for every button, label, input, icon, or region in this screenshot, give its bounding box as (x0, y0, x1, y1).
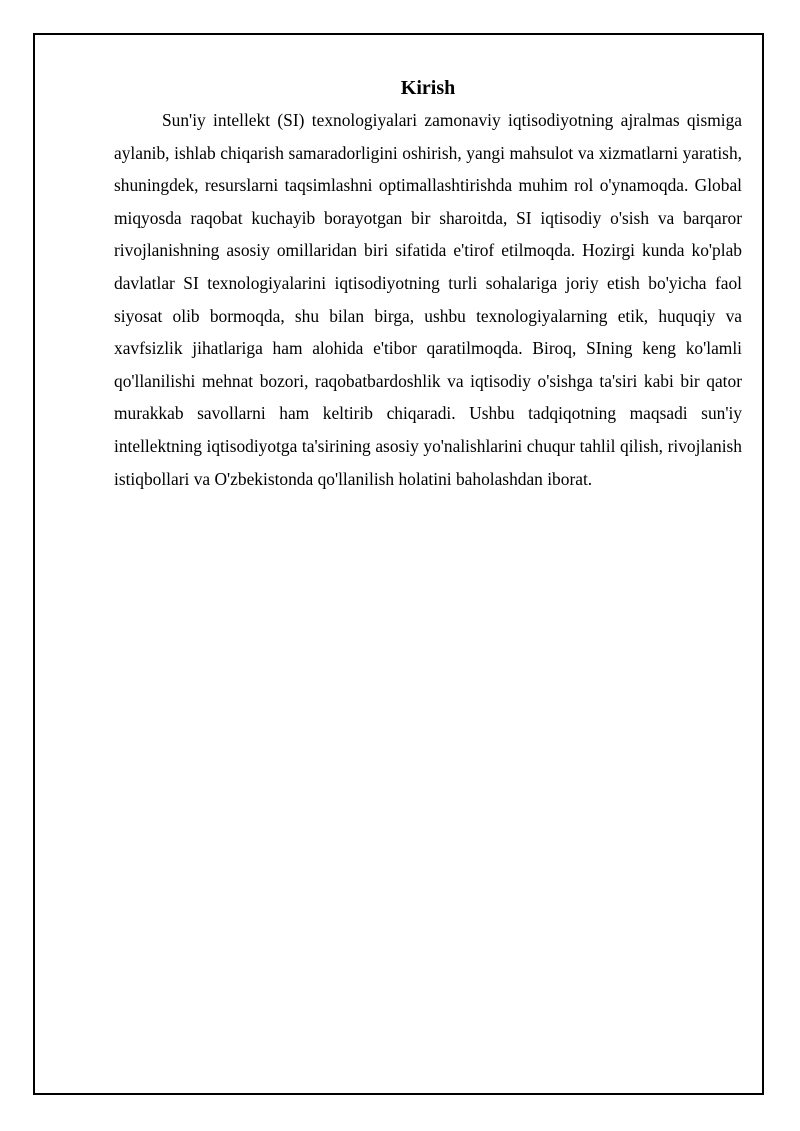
section-title: Kirish (400, 77, 456, 99)
intro-paragraph: Sun'iy intellekt (SI) texnologiyalari zamonaviy iqtisodiyotning ajralmas qismiga aylanib, ishlab chiqarish samaradorligini oshirish, yangi mahsulot va xizmatlarni yaratish, shuningdek, resurslarni taqsimlashni optimallashtirishda muhim rol o'ynamoqda. Global miqyosda raqobat kuchayib borayotgan bir sharoitda, SI iqtisodiy o'sish va barqaror rivojlanishning asosiy omillaridan biri sifatida e'tirof etilmoqda. Hozirgi kunda ko'plab davlatlar SI texnologiyalarini iqtisodiyotning turli sohalariga joriy etish bo'yicha faol siyosat olib bormoqda, shu bilan birga, ushbu texnologiyalarning etik, huquqiy va xavfsizlik jihatlariga ham alohida e'tibor qaratilmoqda. Biroq, SIning keng ko'lamli qo'llanilishi mehnat bozori, raqobatbardoshlik va iqtisodiy o'sishga ta'siri kabi bir qator murakkab savollarni ham keltirib chiqaradi. Ushbu tadqiqotning maqsadi sun'iy intellektning iqtisodiyotga ta'sirining asosiy yo'nalishlarini chuqur tahlil qilish, rivojlanish istiqbollari va O'zbekistonda qo'llanilish holatini baholashdan iborat. (114, 110, 742, 489)
document-body (114, 75, 742, 495)
